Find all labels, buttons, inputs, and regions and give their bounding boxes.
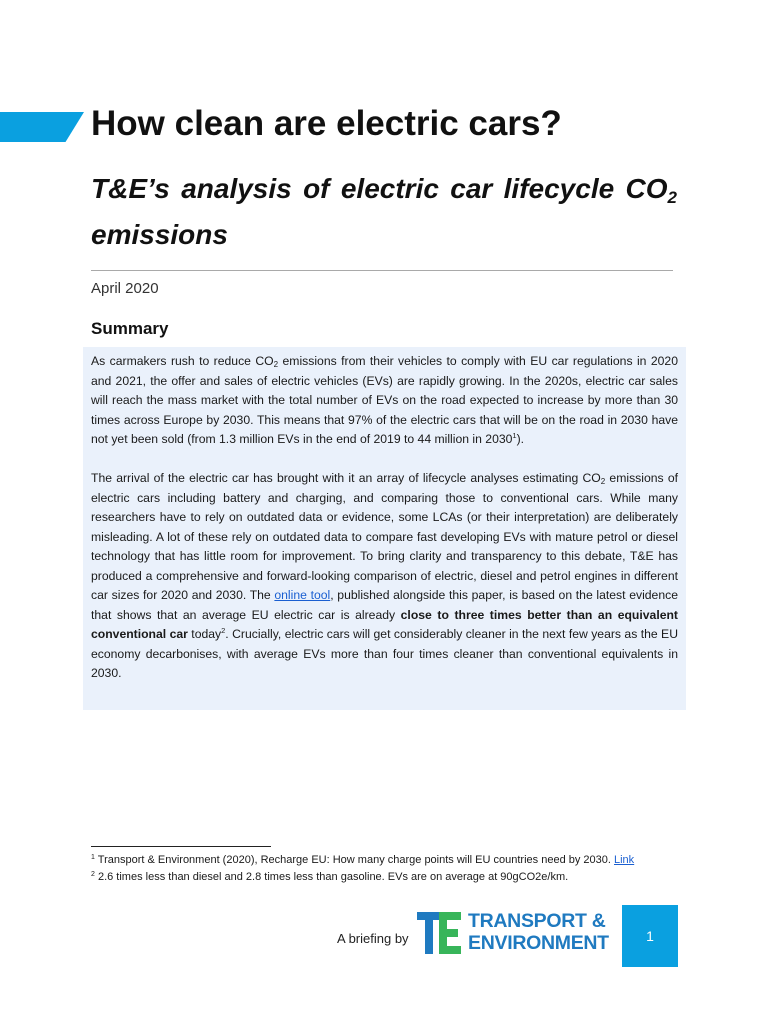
summary-heading: Summary bbox=[91, 319, 169, 338]
publication-date: April 2020 bbox=[91, 280, 159, 297]
organization-logo-text bbox=[468, 910, 618, 954]
footnote-ref-1: 1 bbox=[512, 431, 517, 440]
footnote-2: $^2$ 2.6 times less than diesel and 2.8 times less than gasoline. EVs are on average at 90gCO2e/km. bbox=[91, 871, 569, 883]
summary-box bbox=[83, 347, 686, 710]
summary-paragraph-1: As carmakers rush to reduce $CO_2$ emissions from their vehicles to comply with EU car regulations in 2020 and 2021, the offer and sales of electric vehicles (EVs) are rapidly growing. In the 2020s, electric car sales will reach the mass market with the total number of EVs on the road expected to increase by more than 30 times across Europe by 2030. This means that 97% of the electric cars that will be on the road in 2030 have not yet been sold (from 1.3 million EVs in the end of 2019 to 44 million in 2030$^1$). bbox=[91, 354, 678, 446]
key-finding: close to three times better than an equivalent conventional car bbox=[91, 607, 678, 641]
page-subtitle: T&E’s analysis of electric car lifecycle $CO_2$ emissions bbox=[91, 173, 677, 250]
footnote-divider bbox=[91, 846, 271, 847]
summary-paragraph-2: The arrival of the electric car has brought with it an array of lifecycle analyses estimating $CO_2$ emissions of electric cars including battery and charging, and comparing those to conventional cars. While many researchers have to rely on outdated data or evidence, some LCAs (or their interpretation) are deliberately misleading. A lot of these rely on outdated data to compare fast developing EVs with mature petrol or diesel technology that has little room for improvement. To bring clarity and transparency to this debate, T&E has produced a comprehensive and forward-looking comparison of electric, diesel and petrol engines in different car sizes for 2020 and 2030. The online tool, published alongside this paper, is based on the latest evidence that shows that an average EU electric car is already close to three times better than an equivalent conventional car today$^2$. Crucially, electric cars will get considerably cleaner in the next few years as the EU economy decarbonises, with average EVs more than four times cleaner than conventional equivalents in 2030. bbox=[91, 471, 678, 680]
title-accent-bar bbox=[0, 112, 84, 142]
footnote-1: $^1$ Transport & Environment (2020), Recharge EU: How many charge points will EU countries need by 2030. Link bbox=[91, 854, 635, 866]
te-logo-icon bbox=[417, 912, 463, 954]
footnote-1-link[interactable]: Link bbox=[614, 854, 635, 866]
page-title: How clean are electric cars? bbox=[91, 104, 562, 143]
logo-line-1: TRANSPORT & bbox=[468, 910, 606, 932]
header-divider bbox=[91, 270, 673, 271]
briefing-by-label: A briefing by bbox=[337, 931, 409, 946]
footnote-ref-2: 2 bbox=[221, 626, 226, 635]
online-tool-link[interactable]: online tool bbox=[274, 588, 331, 602]
page-number: 1 bbox=[622, 905, 678, 967]
logo-line-2: ENVIRONMENT bbox=[468, 932, 609, 954]
footnotes bbox=[91, 852, 691, 886]
